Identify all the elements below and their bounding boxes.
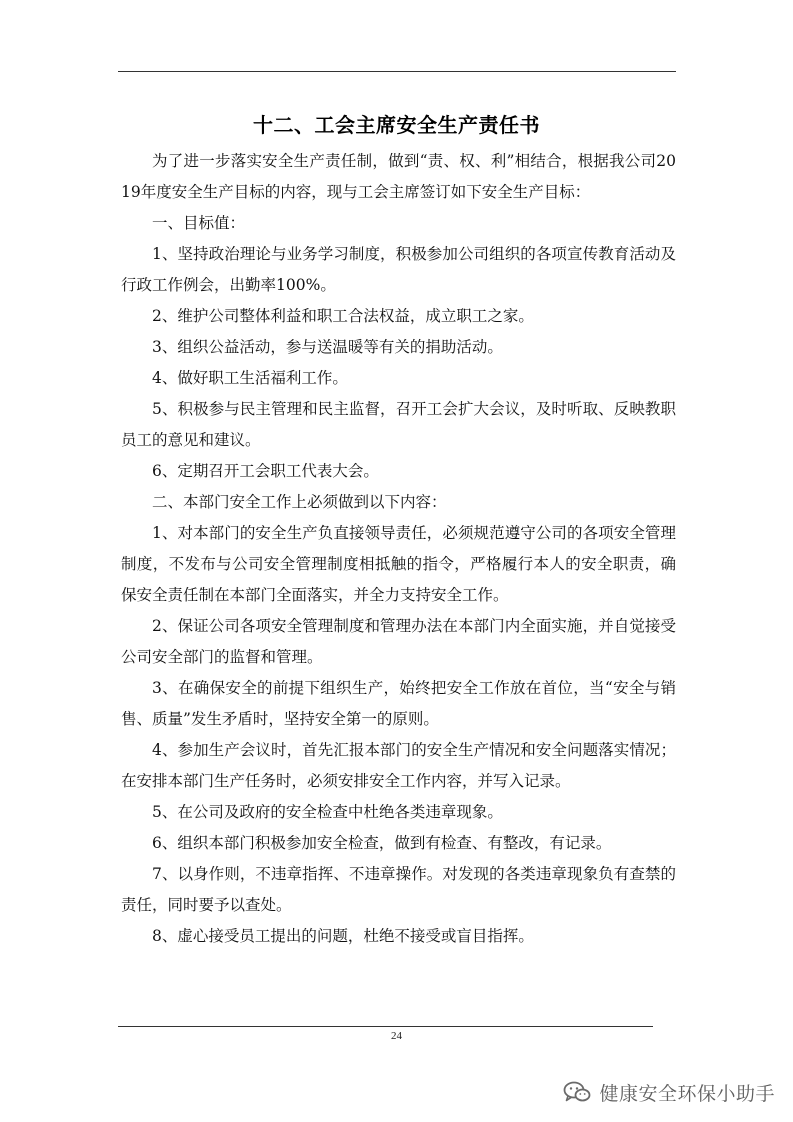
goal-item-5: 5、积极参与民主管理和民主监督，召开工会扩大会议，及时听取、反映教职员工的意见和建议。 [121,400,676,449]
requirement-item-3: 3、在确保安全的前提下组织生产，始终把安全工作放在首位，当“安全与销售、质量”发生矛盾时，坚持安全第一的原则。 [121,679,676,728]
page-number: 24 [391,1030,402,1042]
requirement-item-8: 8、虚心接受员工提出的问题，杜绝不接受或盲目指挥。 [152,927,534,945]
footer-rule [118,1026,653,1027]
section-heading-goals: 一、目标值： [152,214,246,232]
requirement-item-2: 2、保证公司各项安全管理制度和管理办法在本部门内全面实施，并自觉接受公司安全部门的监督和管理。 [121,617,676,666]
watermark-text: 健康安全环保小助手 [599,1082,775,1105]
intro-paragraph: 为了进一步落实安全生产责任制，做到“责、权、利”相结合，根据我公司2019年度安全生产目标的内容，现与工会主席签订如下安全生产目标： [121,152,676,201]
goal-item-4: 4、做好职工生活福利工作。 [152,369,348,387]
header-rule [118,71,676,72]
requirement-item-5: 5、在公司及政府的安全检查中杜绝各类违章现象。 [152,803,503,821]
document-body [121,146,676,952]
goal-item-6: 6、定期召开工会职工代表大会。 [152,462,379,480]
requirement-item-6: 6、组织本部门积极参加安全检查，做到有检查、有整改，有记录。 [152,834,612,852]
watermark [563,1075,775,1109]
goal-item-1: 1、坚持政治理论与业务学习制度，积极参加公司组织的各项宣传教育活动及行政工作例会，出勤率100%。 [121,245,676,294]
requirement-item-1: 1、对本部门的安全生产负直接领导责任，必须规范遵守公司的各项安全管理制度，不发布与公司安全管理制度相抵触的指令，严格履行本人的安全职责，确保安全责任制在本部门全面落实，并全力支持安全工作。 [121,524,676,604]
page-title: 十二、工会主席安全生产责任书 [253,113,540,138]
wechat-icon [563,1080,591,1104]
goal-item-3: 3、组织公益活动，参与送温暖等有关的捐助活动。 [152,338,503,356]
goal-item-2: 2、维护公司整体利益和职工合法权益，成立职工之家。 [152,307,534,325]
section-heading-requirements: 二、本部门安全工作上必须做到以下内容： [152,493,447,511]
requirement-item-4: 4、参加生产会议时，首先汇报本部门的安全生产情况和安全问题落实情况；在安排本部门生产任务时，必须安排安全工作内容，并写入记录。 [121,741,676,790]
requirement-item-7: 7、以身作则，不违章指挥、不违章操作。对发现的各类违章现象负有查禁的责任，同时要予以查处。 [121,865,676,914]
